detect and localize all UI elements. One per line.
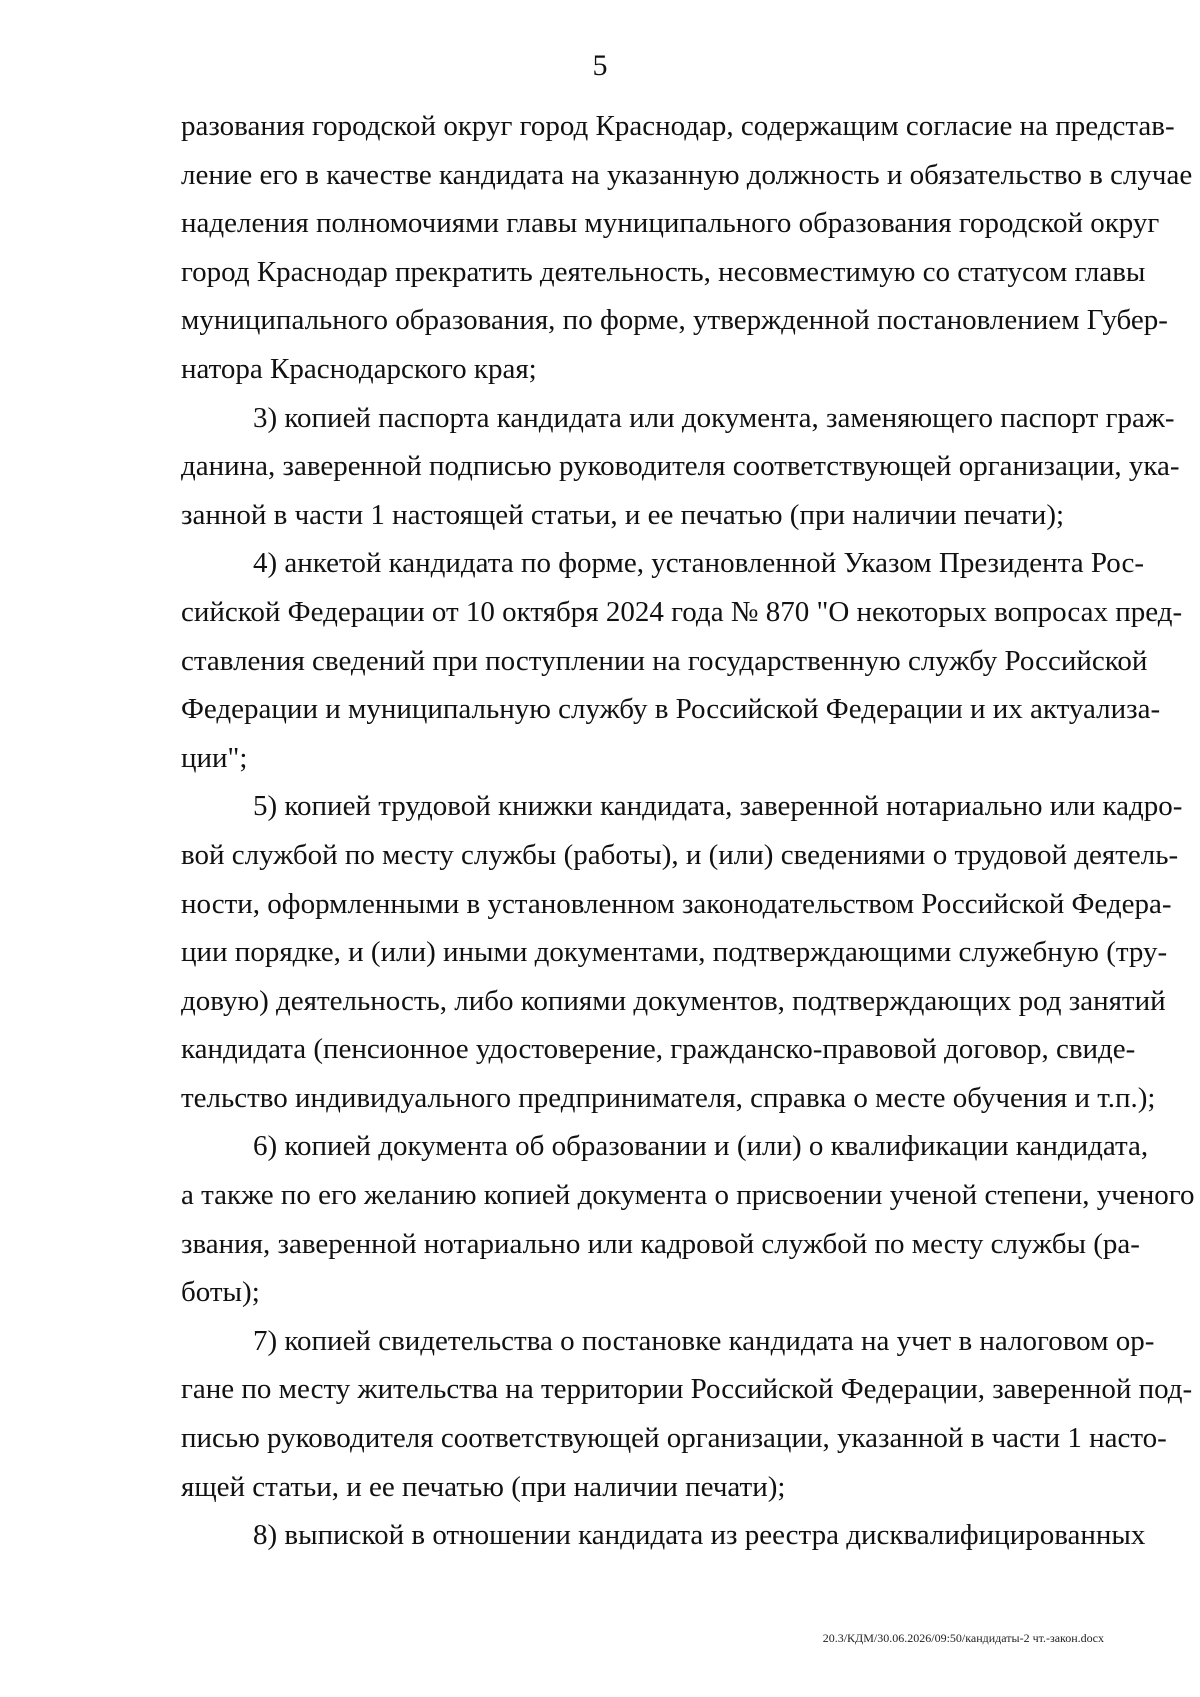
text-line: ставления сведений при поступлении на государственную службу Российской — [181, 644, 1148, 677]
text-line: Федерации и муниципальную службу в Российской Федерации и их актуализа- — [181, 693, 1161, 726]
text-line: ящей статьи, и ее печатью (при наличии печати); — [181, 1470, 786, 1503]
text-line: ности, оформленными в установленном законодательством Российской Федера- — [181, 887, 1172, 920]
text-line: гане по месту жительства на территории Российской Федерации, заверенной под- — [181, 1373, 1193, 1406]
text-line: 7) копией свидетельства о постановке кандидата на учет в налоговом ор- — [253, 1324, 1155, 1357]
text-line: ление его в качестве кандидата на указанную должность и обязательство в случае — [181, 158, 1193, 191]
text-line: а также по его желанию копией документа о присвоении ученой степени, ученого — [181, 1179, 1195, 1212]
text-line: 5) копией трудовой книжки кандидата, заверенной нотариально или кадро- — [253, 790, 1183, 823]
text-line: 8) выпиской в отношении кандидата из реестра дисквалифицированных — [253, 1519, 1146, 1552]
text-line: наделения полномочиями главы муниципального образования городской округ — [181, 207, 1160, 240]
text-line: 3) копией паспорта кандидата или документа, заменяющего паспорт граж- — [253, 401, 1175, 434]
text-line: вой службой по месту службы (работы), и (или) сведениями о трудовой деятель- — [181, 838, 1179, 871]
text-line: ции порядке, и (или) иными документами, подтверждающими служебную (тру- — [181, 936, 1168, 969]
text-line: довую) деятельность, либо копиями документов, подтверждающих род занятий — [181, 984, 1166, 1017]
text-line: натора Краснодарского края; — [181, 352, 537, 385]
text-line: город Краснодар прекратить деятельность, несовместимую со статусом главы — [181, 255, 1146, 288]
document-body — [181, 102, 1195, 1560]
text-line: ции"; — [181, 741, 248, 774]
text-line: разования городской округ город Краснодар, содержащим согласие на представ- — [181, 110, 1175, 142]
text-line: кандидата (пенсионное удостоверение, гражданско-правовой договор, свиде- — [181, 1033, 1136, 1066]
text-line: писью руководителя соответствующей организации, указанной в части 1 насто- — [181, 1422, 1167, 1455]
text-line: 4) анкетой кандидата по форме, установленной Указом Президента Рос- — [253, 547, 1144, 580]
text-line: 6) копией документа об образовании и (или) о квалификации кандидата, — [253, 1130, 1149, 1163]
text-line: данина, заверенной подписью руководителя соответствующей организации, ука- — [181, 450, 1180, 483]
document-footer-path: 20.3/КДМ/30.06.2026/09:50/кандидаты-2 чт.-закон.docx — [822, 1631, 1104, 1645]
text-line: сийской Федерации от 10 октября 2024 года № 870 "О некоторых вопросах пред- — [181, 595, 1183, 628]
text-line: звания, заверенной нотариально или кадровой службой по месту службы (ра- — [181, 1227, 1140, 1260]
text-line: занной в части 1 настоящей статьи, и ее печатью (при наличии печати); — [181, 498, 1065, 531]
page-number: 5 — [592, 49, 608, 82]
text-line: боты); — [181, 1276, 260, 1309]
text-line: муниципального образования, по форме, утвержденной постановлением Губер- — [181, 304, 1168, 337]
text-line: тельство индивидуального предпринимателя, справка о месте обучения и т.п.); — [181, 1081, 1156, 1114]
